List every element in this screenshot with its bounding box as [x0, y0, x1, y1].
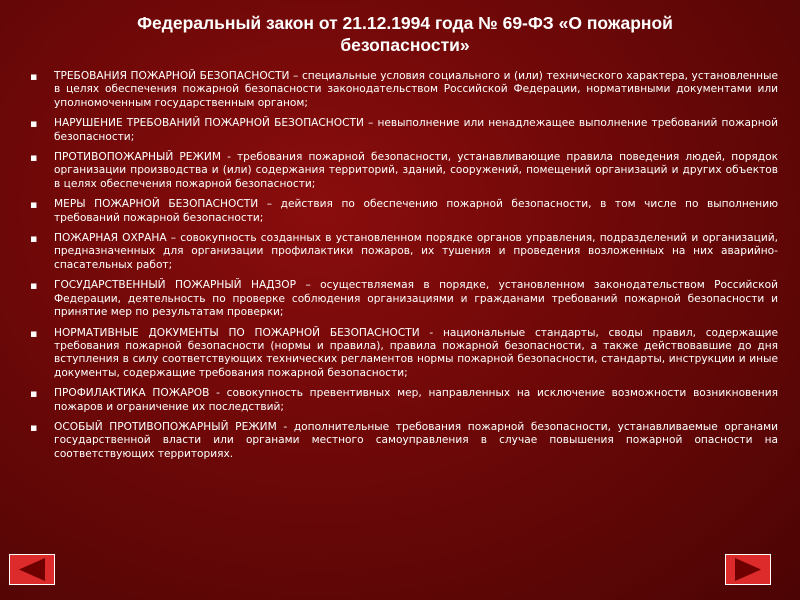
item-text: НОРМАТИВНЫЕ ДОКУМЕНТЫ ПО ПОЖАРНОЙ БЕЗОПАСНОСТИ - национальные стандарты, своды правил, содержащие требования пожарной безопасности (нормы и правила), правила пожарной безопасности, а также действовавшие до дня вступления в силу соответствующих технических регламентов нормы пожарной безопасности, стандарты, инструкции и иные документы, содержащие требования пожарной безопасности;	[54, 326, 778, 379]
list-item	[24, 421, 778, 461]
bullet-icon: ▪	[30, 387, 38, 401]
bullet-icon: ▪	[30, 326, 38, 340]
list-item	[24, 279, 778, 319]
arrow-left-icon	[10, 555, 54, 584]
item-text: ПОЖАРНАЯ ОХРАНА – совокупность созданных в установленном порядке органов управления, подразделений и организаций, предназначенных для организации профилактики пожаров, их тушения и проведения возложенных на них аварийно-спасательных работ;	[54, 232, 778, 271]
list-item	[24, 387, 778, 414]
list-item	[24, 70, 778, 110]
bullet-icon: ▪	[30, 117, 38, 131]
bullet-icon: ▪	[30, 279, 38, 293]
page-title	[60, 12, 750, 56]
item-text: ПРОТИВОПОЖАРНЫЙ РЕЖИМ - требования пожарной безопасности, устанавливающие правила поведения людей, порядок организации производства и (или) содержания территорий, зданий, сооружений, помещений организаций и других объектов в целях обеспечения пожарной безопасности;	[54, 151, 778, 190]
definitions-list	[24, 70, 778, 468]
next-slide-button[interactable]	[725, 554, 771, 585]
bullet-icon: ▪	[30, 420, 38, 434]
arrow-right-icon	[726, 555, 770, 584]
item-text: МЕРЫ ПОЖАРНОЙ БЕЗОПАСНОСТИ – действия по обеспечению пожарной безопасности, в том числе по выполнению требований пожарной безопасности;	[54, 198, 778, 224]
list-item	[24, 151, 778, 191]
list-item	[24, 327, 778, 381]
bullet-icon: ▪	[30, 232, 38, 246]
list-item	[24, 232, 778, 272]
list-item	[24, 117, 778, 144]
bullet-icon: ▪	[30, 70, 38, 83]
item-text: ТРЕБОВАНИЯ ПОЖАРНОЙ БЕЗОПАСНОСТИ – специальные условия социального и (или) технического характера, установленные в целях обеспечения пожарной безопасности законодательством Российской Федерации, нормативными документами или уполномоченным государственным органом;	[54, 70, 778, 109]
bullet-icon: ▪	[30, 198, 38, 212]
list-item	[24, 198, 778, 225]
item-text: ПРОФИЛАКТИКА ПОЖАРОВ - совокупность превентивных мер, направленных на исключение возможности возникновения пожаров и ограничение их последствий;	[54, 387, 778, 413]
title-line-1: Федеральный закон от 21.12.1994 года № 69-ФЗ «О пожарной	[137, 13, 673, 33]
title-line-2: безопасности»	[340, 35, 470, 55]
bullet-icon: ▪	[30, 151, 38, 165]
previous-slide-button[interactable]	[9, 554, 55, 585]
item-text: ОСОБЫЙ ПРОТИВОПОЖАРНЫЙ РЕЖИМ - дополнительные требования пожарной безопасности, устанавливаемые органами государственной власти или органами местного самоуправления в случае повышения пожарной опасности на соответствующих территориях.	[54, 420, 778, 460]
item-text: ГОСУДАРСТВЕННЫЙ ПОЖАРНЫЙ НАДЗОР – осуществляемая в порядке, установленном законодательством Российской Федерации, деятельность по проверке соблюдения организациями и гражданами требований пожарной безопасности и принятие мер по результатам проверки;	[54, 279, 778, 319]
item-text: НАРУШЕНИЕ ТРЕБОВАНИЙ ПОЖАРНОЙ БЕЗОПАСНОСТИ – невыполнение или ненадлежащее выполнение требований пожарной безопасности;	[54, 117, 778, 143]
